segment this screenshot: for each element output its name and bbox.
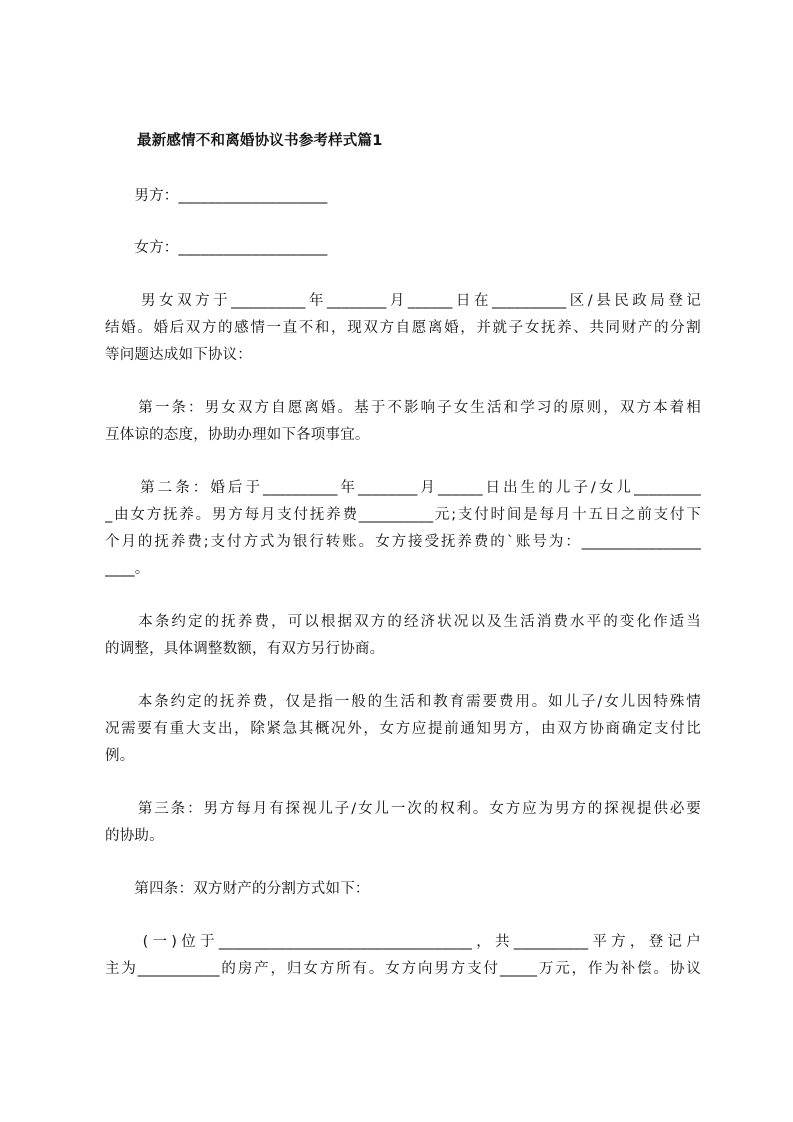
paragraph-line: 本条约定的抚养费，仅是指一般的生活和教育需要费用。如儿子/女儿因特殊情 [105, 694, 701, 710]
paragraph-line: 况需要有重大支出，除紧急其概况外，女方应提前通知男方，由双方协商确定支付比 [105, 721, 701, 737]
paragraph-line: 本条约定的抚养费，可以根据双方的经济状况以及生活消费水平的变化作适当 [105, 614, 701, 630]
paragraph-line: 互体谅的态度，协助办理如下各项事宜。 [105, 427, 370, 443]
paragraph-line: 第一条：男女双方自愿离婚。基于不影响子女生活和学习的原则，双方本着相 [105, 400, 701, 416]
paragraph-line: 男女双方于__________年________月______日在__________区/县民政局登记 [105, 293, 701, 309]
wife-field: 女方：____________________ [105, 240, 328, 256]
husband-field: 男方：____________________ [105, 188, 328, 204]
paragraph-line: ____。 [105, 561, 150, 577]
paragraph-line: 例。 [105, 748, 135, 764]
paragraph-line: 第二条：婚后于__________年________月______日出生的儿子/女儿_________ [105, 480, 701, 496]
paragraph-line: _由女方抚养。男方每月支付抚养费__________元;支付时间是每月十五日之前支付下 [105, 507, 701, 523]
document-title: 最新感情不和离婚协议书参考样式篇1 [137, 133, 383, 149]
paragraph-line: (一)位于__________________________________，共__________平方，登记户 [105, 934, 701, 950]
paragraph-line: 等问题达成如下协议： [105, 347, 252, 363]
paragraph-line: 主为___________的房产，归女方所有。女方向男方支付_____万元，作为补偿。协议 [105, 961, 701, 977]
paragraph-line: 个月的抚养费;支付方式为银行转账。女方接受抚养费的`账号为：________________ [105, 534, 701, 550]
paragraph-line: 结婚。婚后双方的感情一直不和，现双方自愿离婚，并就子女抚养、共同财产的分割 [105, 320, 701, 336]
paragraph-line: 的协助。 [105, 828, 164, 844]
paragraph-line: 第四条：双方财产的分割方式如下： [105, 881, 370, 897]
paragraph-line: 第三条：男方每月有探视儿子/女儿一次的权利。女方应为男方的探视提供必要 [105, 801, 701, 817]
paragraph-line: 的调整，具体调整数额，有双方另行协商。 [105, 641, 385, 657]
